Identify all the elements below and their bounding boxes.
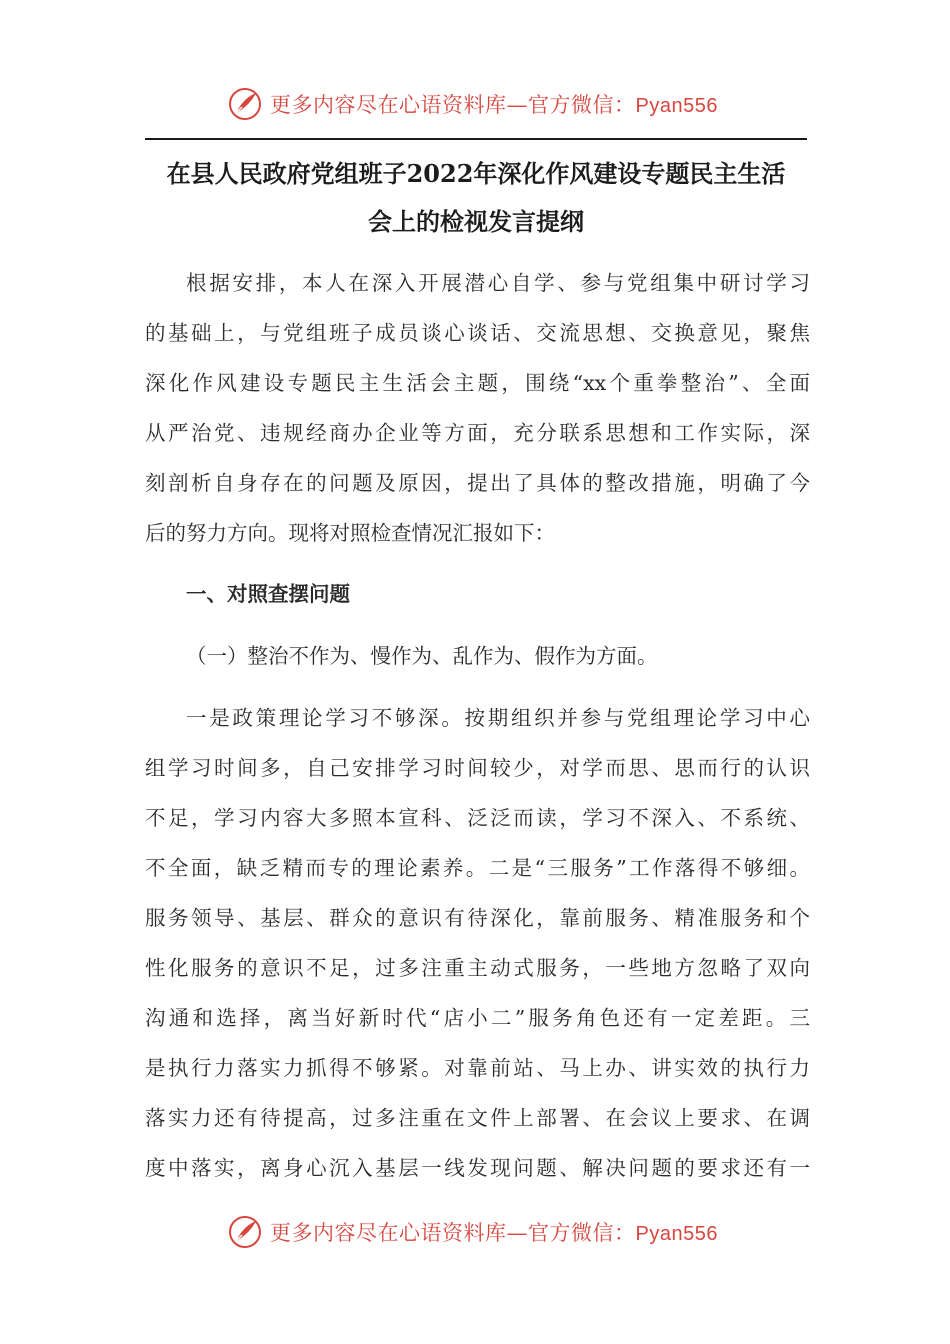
header-divider <box>145 138 807 140</box>
paragraph-line: 度中落实，离身心沉入基层一线发现问题、解决问题的要求还有一 <box>145 1156 810 1180</box>
banner-text: 更多内容尽在心语资料库—官方微信：Pyan556 <box>270 1221 718 1245</box>
section-heading: 一、对照查摆问题 <box>186 582 350 606</box>
document-title-line-2: 会上的检视发言提纲 <box>368 207 584 236</box>
quill-logo-icon <box>228 1215 262 1249</box>
paragraph-line: 是执行力落实力抓得不够紧。对靠前站、马上办、讲实效的执行力 <box>145 1056 810 1080</box>
paragraph-line: 组学习时间多，自己安排学习时间较少，对学而思、思而行的认识 <box>145 756 810 780</box>
paragraph-line: 沟通和选择，离当好新时代“店小二”服务角色还有一定差距。三 <box>145 1006 810 1030</box>
paragraph-line: 的基础上，与党组班子成员谈心谈话、交流思想、交换意见，聚焦 <box>145 321 810 345</box>
quill-logo-icon <box>228 87 262 121</box>
paragraph-line: 后的努力方向。现将对照检查情况汇报如下： <box>145 521 555 545</box>
paragraph-line: 不全面，缺乏精而专的理论素养。二是“三服务”工作落得不够细。 <box>145 856 810 880</box>
paragraph-line: 落实力还有待提高，过多注重在文件上部署、在会议上要求、在调 <box>145 1106 810 1130</box>
paragraph-line: 性化服务的意识不足，过多注重主动式服务，一些地方忽略了双向 <box>145 956 810 980</box>
paragraph-line: 根据安排，本人在深入开展潜心自学、参与党组集中研讨学习 <box>186 271 810 295</box>
paragraph-line: 一是政策理论学习不够深。按期组织并参与党组理论学习中心 <box>186 706 810 730</box>
wechat-id: Pyan556 <box>635 1223 718 1245</box>
banner-text: 更多内容尽在心语资料库—官方微信：Pyan556 <box>270 93 718 117</box>
paragraph-line: 从严治党、违规经商办企业等方面，充分联系思想和工作实际，深 <box>145 421 810 445</box>
footer-banner <box>228 1212 748 1252</box>
header-banner <box>228 84 748 124</box>
paragraph-line: 不足，学习内容大多照本宣科、泛泛而读，学习不深入、不系统、 <box>145 806 810 830</box>
paragraph-line: 深化作风建设专题民主生活会主题，围绕“xx个重拳整治”、全面 <box>145 371 810 395</box>
paragraph-line: 刻剖析自身存在的问题及原因，提出了具体的整改措施，明确了今 <box>145 471 810 495</box>
wechat-id: Pyan556 <box>635 95 718 117</box>
body-paragraph <box>145 693 810 1193</box>
paragraph-line: 服务领导、基层、群众的意识有待深化，靠前服务、精准服务和个 <box>145 906 810 930</box>
document-title-line-1: 在县人民政府党组班子2022年深化作风建设专题民主生活 <box>166 159 786 188</box>
intro-paragraph <box>145 258 810 558</box>
subsection-heading: （一）整治不作为、慢作为、乱作为、假作为方面。 <box>186 644 658 668</box>
